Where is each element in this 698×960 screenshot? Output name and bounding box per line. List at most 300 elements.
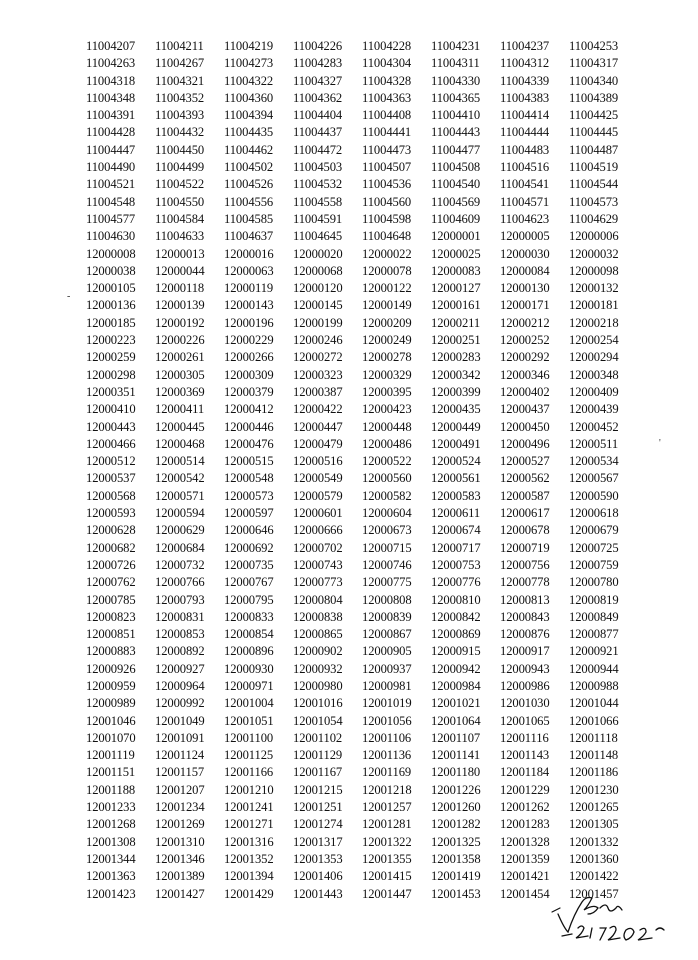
roll-number-cell: 11004591: [293, 211, 343, 226]
roll-number-cell: 12000278: [362, 350, 412, 365]
roll-number-cell: 12000515: [224, 454, 274, 469]
roll-number-cell: 12000932: [293, 661, 343, 676]
roll-number-cell: 12000212: [500, 315, 550, 330]
roll-number-cell: 12001251: [293, 800, 343, 815]
roll-number-cell: 11004340: [569, 73, 619, 88]
roll-number-cell: 12000522: [362, 454, 412, 469]
roll-number-cell: 12001282: [431, 817, 481, 832]
roll-number-cell: 12000865: [293, 627, 343, 642]
roll-number-cell: 11004569: [431, 194, 481, 209]
roll-number-cell: 11004321: [155, 73, 205, 88]
roll-number-cell: 12000122: [362, 281, 412, 296]
roll-number-cell: 11004550: [155, 194, 205, 209]
roll-number-cell: 12000684: [155, 540, 205, 555]
roll-number-cell: 12001422: [569, 869, 619, 884]
grid-row: [86, 470, 666, 487]
roll-number-cell: 11004394: [224, 108, 274, 123]
roll-number-cell: 12000132: [569, 281, 619, 296]
roll-number-cell: 12000867: [362, 627, 412, 642]
grid-row: [86, 764, 666, 781]
grid-row: [86, 211, 666, 228]
roll-number-cell: 12001453: [431, 886, 481, 901]
roll-number-cell: 12001394: [224, 869, 274, 884]
roll-number-cell: 12000149: [362, 298, 412, 313]
roll-number-cell: 12000379: [224, 384, 274, 399]
roll-number-cell: 12001107: [431, 730, 481, 745]
roll-number-cell: 11004330: [431, 73, 481, 88]
roll-number-cell: 12001271: [224, 817, 274, 832]
grid-row: [86, 90, 666, 107]
roll-number-cell: 11004499: [155, 160, 205, 175]
roll-number-cell: 11004228: [362, 39, 412, 53]
grid-row: [86, 280, 666, 297]
roll-number-cell: 12000842: [431, 609, 481, 624]
roll-number-cell: 11004389: [569, 90, 619, 105]
roll-number-cell: 11004490: [86, 160, 136, 175]
roll-number-cell: 11004585: [224, 211, 274, 226]
roll-number-cell: 12001119: [86, 748, 135, 763]
roll-number-cell: 12000877: [569, 627, 619, 642]
grid-row: [86, 228, 666, 245]
roll-number-cell: 12000139: [155, 298, 205, 313]
roll-number-cell: 12000283: [431, 350, 481, 365]
roll-number-cell: 12000905: [362, 644, 412, 659]
roll-number-cell: 12001169: [362, 765, 412, 780]
roll-number-cell: 12000810: [431, 592, 481, 607]
roll-number-cell: 12001021: [431, 696, 481, 711]
roll-number-cell: 12000266: [224, 350, 274, 365]
roll-number-cell: 11004629: [569, 211, 619, 226]
roll-number-cell: 12000679: [569, 523, 619, 538]
roll-number-cell: 11004558: [293, 194, 343, 209]
roll-number-cell: 12000252: [500, 333, 550, 348]
roll-number-cell: 12001100: [224, 730, 274, 745]
roll-number-cell: 12001180: [431, 765, 481, 780]
roll-number-cell: 12000560: [362, 471, 412, 486]
roll-number-cell: 11004425: [569, 108, 619, 123]
roll-number-cell: 11004573: [569, 194, 619, 209]
roll-number-cell: 12001016: [293, 696, 343, 711]
roll-number-cell: 12001355: [362, 851, 412, 866]
roll-number-cell: 12000127: [431, 281, 481, 296]
roll-number-cell: 12000409: [569, 384, 619, 399]
roll-number-cell: 12000981: [362, 678, 412, 693]
grid-row: [86, 522, 666, 539]
roll-number-cell: 12001125: [224, 748, 274, 763]
roll-number-cell: 12001044: [569, 696, 619, 711]
roll-number-cell: 12000437: [500, 402, 550, 417]
grid-row: [86, 246, 666, 263]
roll-number-cell: 12000078: [362, 263, 412, 278]
roll-number-cell: 12001091: [155, 730, 205, 745]
roll-number-cell: 12000959: [86, 678, 136, 693]
roll-number-cell: 12000423: [362, 402, 412, 417]
roll-number-cell: 11004437: [293, 125, 343, 140]
roll-number-cell: 12000016: [224, 246, 274, 261]
roll-number-cell: 12000514: [155, 454, 205, 469]
roll-number-cell: 12000399: [431, 384, 481, 399]
roll-number-cell: 12000192: [155, 315, 205, 330]
roll-number-cell: 11004544: [569, 177, 619, 192]
grid-row: [86, 626, 666, 643]
roll-number-cell: 12000516: [293, 454, 343, 469]
grid-row: [86, 799, 666, 816]
roll-number-cell: 11004428: [86, 125, 136, 140]
roll-number-cell: 12001274: [293, 817, 343, 832]
roll-number-cell: 12000105: [86, 281, 136, 296]
roll-number-cell: 12001419: [431, 869, 481, 884]
roll-number-cell: 12000143: [224, 298, 274, 313]
roll-number-cell: 12000926: [86, 661, 136, 676]
roll-number-cell: 12000524: [431, 454, 481, 469]
roll-number-cell: 12000342: [431, 367, 481, 382]
roll-number-cell: 12001056: [362, 713, 412, 728]
roll-number-cell: 11004483: [500, 142, 550, 157]
roll-number-cell: 11004327: [293, 73, 343, 88]
roll-number-cell: 12001124: [155, 748, 205, 763]
roll-number-cell: 12001218: [362, 782, 412, 797]
roll-number-cell: 12000717: [431, 540, 481, 555]
roll-number-cell: 12000896: [224, 644, 274, 659]
roll-number-cell: 12001429: [224, 886, 274, 901]
roll-number-cell: 12000808: [362, 592, 412, 607]
roll-number-cell: 12000561: [431, 471, 481, 486]
roll-number-cell: 12000272: [293, 350, 343, 365]
roll-number-cell: 11004577: [86, 211, 136, 226]
roll-number-cell: 12000254: [569, 333, 619, 348]
roll-number-cell: 12000351: [86, 384, 136, 399]
roll-number-cell: 12001447: [362, 886, 412, 901]
roll-number-cell: 12000448: [362, 419, 412, 434]
roll-number-cell: 12000435: [431, 402, 481, 417]
roll-number-cell: 12000261: [155, 350, 205, 365]
roll-number-cell: 12000746: [362, 557, 412, 572]
roll-number-cell: 12001051: [224, 713, 274, 728]
roll-number-cell: 12000562: [500, 471, 550, 486]
roll-number-cell: 12000795: [224, 592, 274, 607]
roll-number-cell: 12001210: [224, 782, 274, 797]
roll-number-cell: 12000666: [293, 523, 343, 538]
roll-number-cell: 12000446: [224, 419, 274, 434]
roll-number-cell: 12000773: [293, 575, 343, 590]
roll-number-cell: 12000209: [362, 315, 412, 330]
roll-number-cell: 12000008: [86, 246, 136, 261]
roll-number-cell: 11004410: [431, 108, 481, 123]
grid-row: [86, 488, 666, 505]
roll-number-cell: 11004363: [362, 90, 412, 105]
roll-number-cell: 12000917: [500, 644, 550, 659]
roll-number-cell: 12000853: [155, 627, 205, 642]
roll-number-cell: 12000534: [569, 454, 619, 469]
roll-number-cell: 12000678: [500, 523, 550, 538]
roll-number-cell: 11004444: [500, 125, 550, 140]
roll-number-cell: 12000646: [224, 523, 274, 538]
roll-number-cell: 12000753: [431, 557, 481, 572]
roll-number-cell: 12000452: [569, 419, 619, 434]
roll-number-cell: 12001166: [224, 765, 274, 780]
roll-number-cell: 12001118: [569, 730, 618, 745]
stray-mark-left: -: [67, 291, 71, 302]
roll-number-cell: 11004519: [569, 160, 619, 175]
roll-number-cell: 12000992: [155, 696, 205, 711]
roll-number-cell: 12000843: [500, 609, 550, 624]
roll-number-cell: 12000813: [500, 592, 550, 607]
roll-number-cell: 12001305: [569, 817, 619, 832]
roll-number-cell: 12000682: [86, 540, 136, 555]
roll-number-cell: 11004311: [431, 56, 480, 71]
roll-number-cell: 11004445: [569, 125, 619, 140]
roll-number-cell: 12000582: [362, 488, 412, 503]
roll-number-cell: 11004352: [155, 90, 205, 105]
roll-number-cell: 11004328: [362, 73, 412, 88]
roll-number-cell: 12000479: [293, 436, 343, 451]
roll-number-cell: 12000780: [569, 575, 619, 590]
grid-row: [86, 436, 666, 453]
roll-number-cell: 12000223: [86, 333, 136, 348]
roll-number-cell: 12000986: [500, 678, 550, 693]
roll-number-cell: 11004441: [362, 125, 412, 140]
roll-number-cell: 12000001: [431, 229, 481, 244]
roll-number-cell: 12000218: [569, 315, 619, 330]
roll-number-cell: 12000590: [569, 488, 619, 503]
roll-number-cell: 12001317: [293, 834, 343, 849]
roll-number-cell: 12000869: [431, 627, 481, 642]
roll-number-cell: 11004648: [362, 229, 412, 244]
roll-number-cell: 12001070: [86, 730, 136, 745]
roll-number-cell: 12000785: [86, 592, 136, 607]
grid-row: [86, 142, 666, 159]
roll-number-cell: 12000229: [224, 333, 274, 348]
grid-row: [86, 124, 666, 141]
roll-number-cell: 12001423: [86, 886, 136, 901]
roll-number-cell: 12000735: [224, 557, 274, 572]
roll-number-cell: 12000292: [500, 350, 550, 365]
roll-number-grid: [86, 38, 666, 903]
grid-row: [86, 453, 666, 470]
roll-number-cell: 11004391: [86, 108, 136, 123]
roll-number-cell: 12000838: [293, 609, 343, 624]
roll-number-cell: 12000395: [362, 384, 412, 399]
roll-number-cell: 12000971: [224, 678, 274, 693]
roll-number-cell: 12000512: [86, 454, 136, 469]
grid-row: [86, 505, 666, 522]
roll-number-cell: 12001167: [293, 765, 343, 780]
roll-number-cell: 12000943: [500, 661, 550, 676]
roll-number-cell: 12000587: [500, 488, 550, 503]
roll-number-cell: 11004414: [500, 108, 550, 123]
grid-row: [86, 695, 666, 712]
roll-number-cell: 12001064: [431, 713, 481, 728]
roll-number-cell: 12000778: [500, 575, 550, 590]
roll-number-cell: 12000628: [86, 523, 136, 538]
roll-number-cell: 12000611: [431, 506, 481, 521]
roll-number-cell: 12001358: [431, 851, 481, 866]
roll-number-cell: 11004322: [224, 73, 274, 88]
roll-number-cell: 12000725: [569, 540, 619, 555]
roll-number-cell: 12000005: [500, 229, 550, 244]
roll-number-cell: 12000068: [293, 263, 343, 278]
roll-number-cell: 12000181: [569, 298, 619, 313]
roll-number-cell: 11004571: [500, 194, 550, 209]
roll-number-cell: 12000851: [86, 627, 136, 642]
roll-number-cell: 12001141: [431, 748, 481, 763]
roll-number-cell: 12000120: [293, 281, 343, 296]
roll-number-cell: 12001148: [569, 748, 619, 763]
roll-number-cell: 12000756: [500, 557, 550, 572]
roll-number-cell: 12001427: [155, 886, 205, 901]
roll-number-cell: 11004477: [431, 142, 481, 157]
roll-number-cell: 12000196: [224, 315, 274, 330]
roll-number-cell: 12000921: [569, 644, 619, 659]
roll-number-cell: 12000927: [155, 661, 205, 676]
grid-row: [86, 592, 666, 609]
roll-number-cell: 12001230: [569, 782, 619, 797]
roll-number-cell: 12000617: [500, 506, 550, 521]
roll-number-cell: 12000246: [293, 333, 343, 348]
roll-number-cell: 12001102: [293, 730, 343, 745]
roll-number-cell: 11004532: [293, 177, 343, 192]
roll-number-cell: 11004263: [86, 56, 136, 71]
grid-row: [86, 315, 666, 332]
roll-number-cell: 12000412: [224, 402, 274, 417]
roll-number-cell: 11004598: [362, 211, 412, 226]
roll-number-cell: 12000702: [293, 540, 343, 555]
roll-number-cell: 12000030: [500, 246, 550, 261]
roll-number-cell: 12000597: [224, 506, 274, 521]
roll-number-cell: 12000629: [155, 523, 205, 538]
roll-number-cell: 11004609: [431, 211, 481, 226]
roll-number-cell: 12000793: [155, 592, 205, 607]
roll-number-cell: 11004645: [293, 229, 343, 244]
roll-number-cell: 12001332: [569, 834, 619, 849]
roll-number-cell: 11004462: [224, 142, 274, 157]
roll-number-cell: 12000964: [155, 678, 205, 693]
grid-row: [86, 159, 666, 176]
roll-number-cell: 12000902: [293, 644, 343, 659]
roll-number-cell: 12001257: [362, 800, 412, 815]
roll-number-cell: 11004383: [500, 90, 550, 105]
roll-number-cell: 11004318: [86, 73, 136, 88]
roll-number-cell: 12001233: [86, 800, 136, 815]
roll-number-cell: 12000604: [362, 506, 412, 521]
roll-number-cell: 12001116: [500, 730, 549, 745]
grid-row: [86, 868, 666, 885]
roll-number-cell: 12000819: [569, 592, 619, 607]
roll-number-cell: 12001229: [500, 782, 550, 797]
roll-number-cell: 12000136: [86, 298, 136, 313]
roll-number-cell: 11004503: [293, 160, 343, 175]
roll-number-cell: 12001415: [362, 869, 412, 884]
roll-number-cell: 12000762: [86, 575, 136, 590]
roll-number-cell: 12001443: [293, 886, 343, 901]
roll-number-cell: 12000476: [224, 436, 274, 451]
roll-number-cell: 11004339: [500, 73, 550, 88]
roll-number-cell: 12000496: [500, 436, 550, 451]
roll-number-cell: 12000930: [224, 661, 274, 676]
roll-number-cell: 12000719: [500, 540, 550, 555]
roll-number-cell: 12000883: [86, 644, 136, 659]
grid-row: [86, 194, 666, 211]
roll-number-cell: 11004508: [431, 160, 481, 175]
roll-number-cell: 11004526: [224, 177, 274, 192]
grid-row: [86, 661, 666, 678]
roll-number-cell: 12000445: [155, 419, 205, 434]
roll-number-cell: 12000854: [224, 627, 274, 642]
roll-number-cell: 11004231: [431, 39, 481, 53]
grid-row: [86, 55, 666, 72]
roll-number-cell: 12000468: [155, 436, 205, 451]
roll-number-cell: 11004312: [500, 56, 550, 71]
roll-number-cell: 12000098: [569, 263, 619, 278]
roll-number-cell: 12000915: [431, 644, 481, 659]
roll-number-cell: 12000251: [431, 333, 481, 348]
roll-number-cell: 12000185: [86, 315, 136, 330]
roll-number-cell: 12001054: [293, 713, 343, 728]
roll-number-cell: 12001268: [86, 817, 136, 832]
roll-number-cell: 12001360: [569, 851, 619, 866]
grid-row: [86, 349, 666, 366]
roll-number-cell: 12000020: [293, 246, 343, 261]
roll-number-cell: 12000369: [155, 384, 205, 399]
roll-number-cell: 11004304: [362, 56, 412, 71]
roll-number-cell: 11004633: [155, 229, 205, 244]
roll-number-cell: 12000118: [155, 281, 205, 296]
roll-number-cell: 11004435: [224, 125, 274, 140]
roll-number-cell: 12000937: [362, 661, 412, 676]
roll-number-cell: 12001310: [155, 834, 205, 849]
roll-number-cell: 12001359: [500, 851, 550, 866]
roll-number-cell: 12001004: [224, 696, 274, 711]
roll-number-cell: 12001207: [155, 782, 205, 797]
roll-number-cell: 12000579: [293, 488, 343, 503]
roll-number-cell: 12000726: [86, 557, 136, 572]
roll-number-cell: 11004548: [86, 194, 136, 209]
roll-number-cell: 12001406: [293, 869, 343, 884]
roll-number-cell: 12000022: [362, 246, 412, 261]
stray-mark-right: ': [659, 438, 661, 449]
grid-row: [86, 176, 666, 193]
grid-row: [86, 609, 666, 626]
roll-number-cell: 12001136: [362, 748, 412, 763]
handwritten-signature: [548, 884, 678, 946]
roll-number-cell: 11004623: [500, 211, 550, 226]
roll-number-cell: 12001363: [86, 869, 136, 884]
roll-number-cell: 12000402: [500, 384, 550, 399]
grid-row: [86, 419, 666, 436]
grid-row: [86, 834, 666, 851]
roll-number-cell: 12000593: [86, 506, 136, 521]
roll-number-cell: 12001421: [500, 869, 550, 884]
grid-row: [86, 401, 666, 418]
roll-number-cell: 11004219: [224, 39, 274, 53]
roll-number-cell: 11004273: [224, 56, 274, 71]
roll-number-cell: 12000980: [293, 678, 343, 693]
roll-number-cell: 12001262: [500, 800, 550, 815]
grid-row: [86, 747, 666, 764]
roll-number-cell: 12000466: [86, 436, 136, 451]
roll-number-cell: 12000876: [500, 627, 550, 642]
roll-number-cell: 12000594: [155, 506, 205, 521]
roll-number-cell: 12000447: [293, 419, 343, 434]
roll-number-cell: 11004404: [293, 108, 343, 123]
grid-row: [86, 678, 666, 695]
grid-row: [86, 73, 666, 90]
roll-number-cell: 12000583: [431, 488, 481, 503]
grid-row: [86, 557, 666, 574]
grid-row: [86, 263, 666, 280]
roll-number-cell: 11004450: [155, 142, 205, 157]
roll-number-cell: 12001157: [155, 765, 205, 780]
